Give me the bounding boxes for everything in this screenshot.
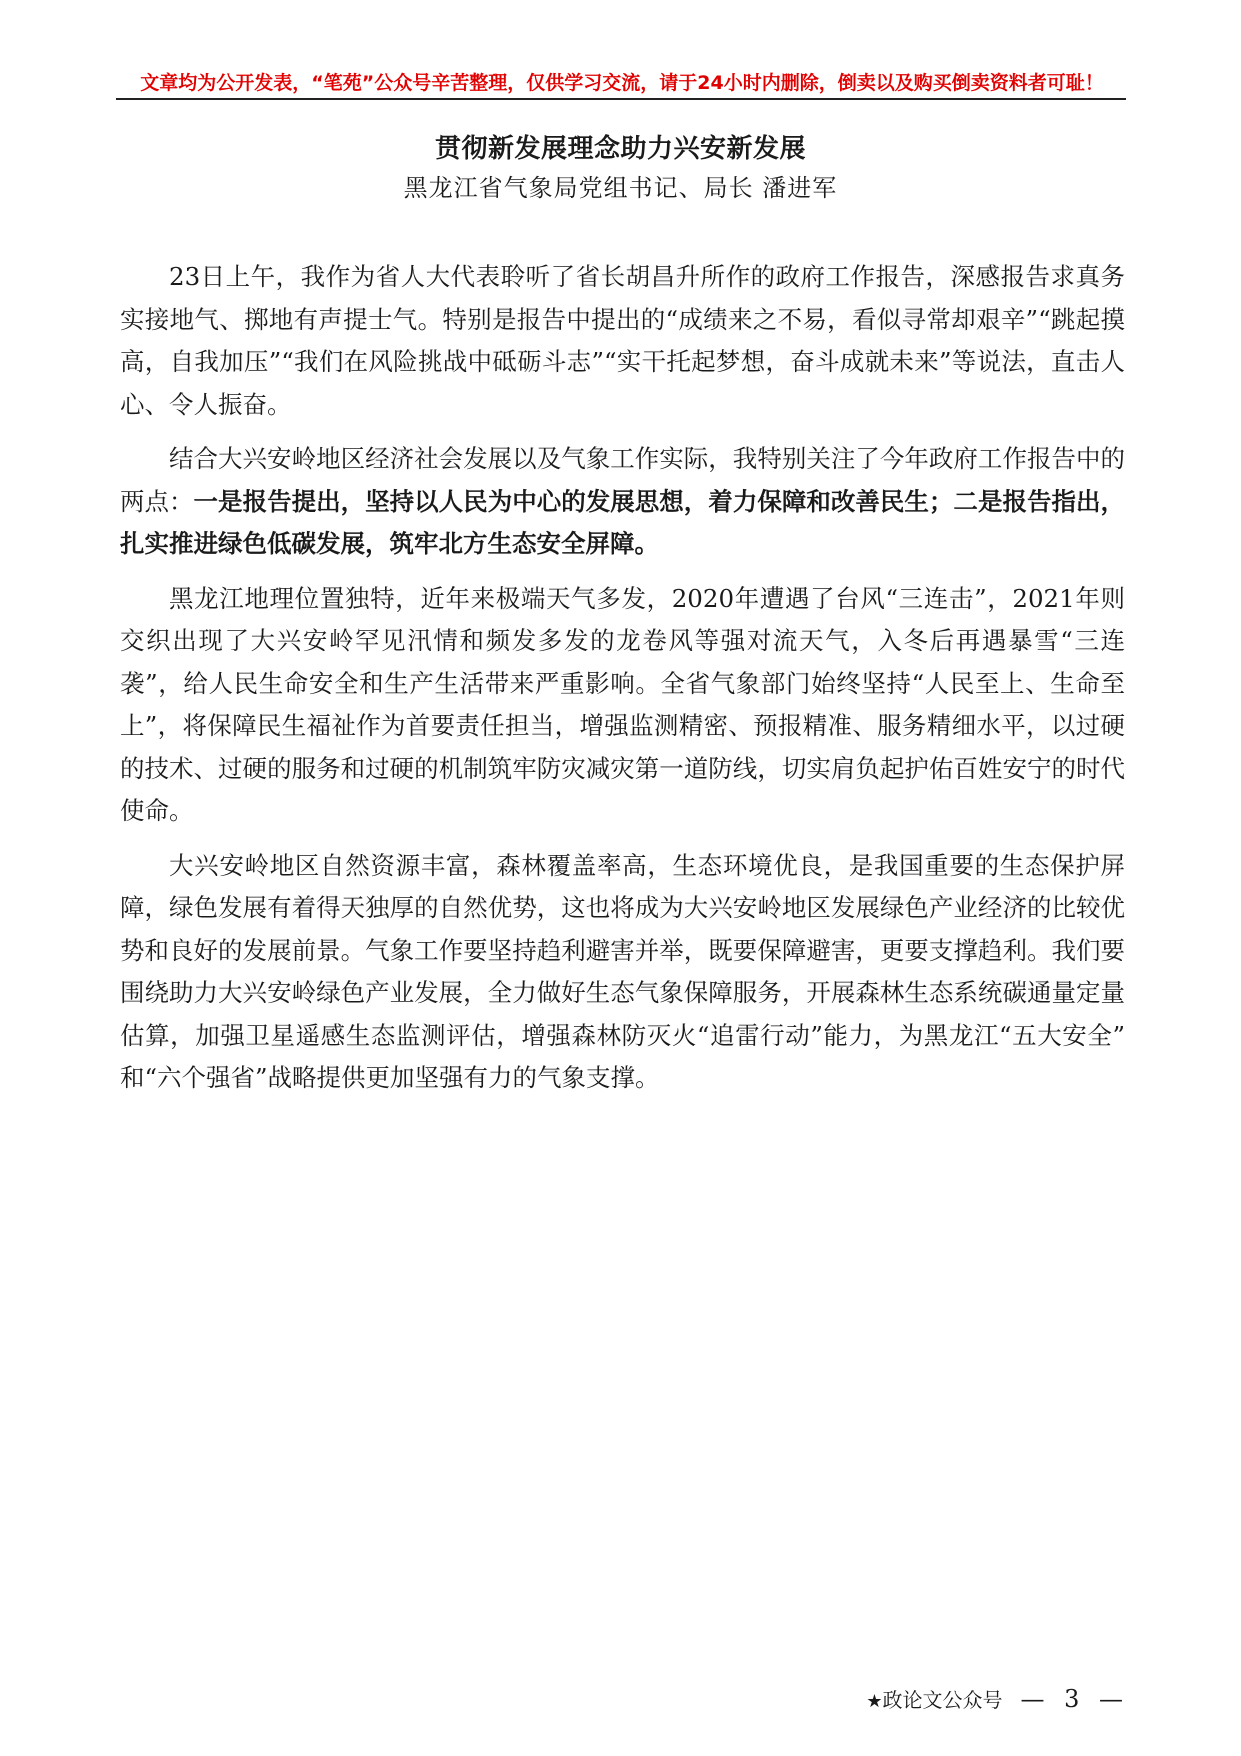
copyright-notice: 文章均为公开发表，“笔苑”公众号辛苦整理，仅供学习交流，请于24小时内删除，倒卖以及购买倒卖资料者可耻！ [140, 72, 1104, 94]
paragraph-4: 大兴安岭地区自然资源丰富，森林覆盖率高，生态环境优良，是我国重要的生态保护屏障，绿色发展有着得天独厚的自然优势，这也将成为大兴安岭地区发展绿色产业经济的比较优势和良好的发展前景。气象工作要坚持趋利避害并举，既要保障避害，更要支撑趋利。我们要围绕助力大兴安岭绿色产业发展，全力做好生态气象保障服务，开展森林生态系统碳通量定量估算，加强卫星遥感生态监测评估，增强森林防灭火“追雷行动”能力，为黑龙江“五大安全” 和“六个强省”战略提供更加坚强有力的气象支撑。 [120, 850, 1125, 1092]
paragraph-2-emphasis: 一是报告提出，坚持以人民为中心的发展思想，着力保障和改善民生；二是报告指出，扎实推进绿色低碳发展，筑牢北方生态安全屏障。 [120, 486, 1126, 558]
author-byline: 黑龙江省气象局党组书记、局长 潘进军 [403, 174, 838, 202]
star-icon: ★ [866, 1691, 883, 1712]
footer-source: 政论文公众号 [882, 1688, 1003, 1712]
paragraph-2-lead: 结合大兴安岭地区经济社会发展以及气象工作实际，我特别关注了今年政府工作报告中的两点： [120, 444, 1125, 516]
article-body [120, 256, 1125, 1112]
article-title: 贯彻新发展理念助力兴安新发展 [434, 134, 806, 164]
paragraph-2 [120, 438, 1125, 566]
paragraph-1: 23日上午，我作为省人大代表聆听了省长胡昌升所作的政府工作报告，深感报告求真务实接地气、掷地有声提士气。特别是报告中提出的“成绩来之不易，看似寻常却艰辛”“跳起摸高，自我加压”“我们在风险挑战中砥砺斗志”“实干托起梦想，奋斗成就未来”等说法，直击人心、令人振奋。 [120, 262, 1125, 419]
page-number: — 3 — [1020, 1685, 1129, 1713]
page-footer [866, 1684, 1129, 1713]
header-divider [116, 98, 1126, 100]
paragraph-3: 黑龙江地理位置独特，近年来极端天气多发，2020年遭遇了台风“三连击”，2021年则交织出现了大兴安岭罕见汛情和频发多发的龙卷风等强对流天气，入冬后再遇暴雪“三连袭”，给人民生命安全和生产生活带来严重影响。全省气象部门始终坚持“人民至上、生命至上”，将保障民生福祉作为首要责任担当，增强监测精密、预报精准、服务精细水平，以过硬的技术、过硬的服务和过硬的机制筑牢防灾减灾第一道防线，切实肩负起护佑百姓安宁的时代使命。 [120, 583, 1125, 825]
